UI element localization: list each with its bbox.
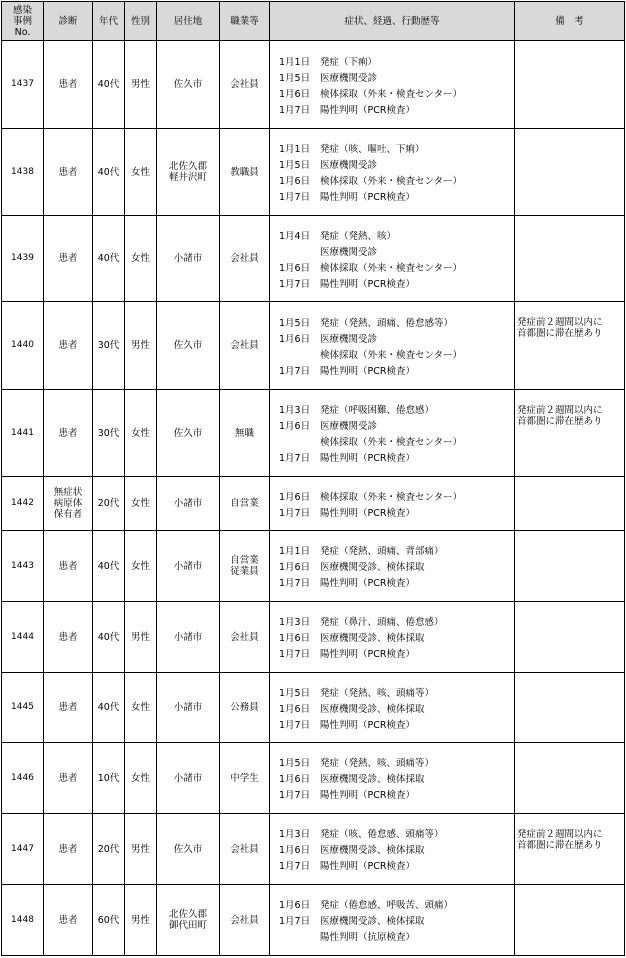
residence-cell: 小諸市 [157,216,220,302]
age-cell: 40代 [93,129,125,216]
event-date: 1月7日 [279,192,311,203]
diagnosis-cell: 患者 [44,814,93,885]
event-line [279,700,514,716]
event-line [279,928,514,944]
event-date: 1月1日 [279,56,311,68]
event-date: 1月6日 [279,333,311,345]
event-date: 1月4日 [279,230,311,242]
notes-cell: 発症前２週間以内に 首都圏に滞在歴あり [515,814,625,885]
event-date: 1月3日 [279,405,311,416]
age-cell: 60代 [93,885,125,956]
diagnosis-cell: 患者 [44,673,93,743]
case-number-cell: 1439 [2,216,44,302]
notes-cell: 発症前２週間以内に 首都圏に滞在歴あり [515,302,625,390]
diagnosis-cell: 患者 [44,302,93,390]
event-date: 1月6日 [279,262,311,274]
table-row [2,602,625,673]
notes-cell [515,41,625,129]
diagnosis-cell: 患者 [44,129,93,216]
case-number-cell: 1441 [2,390,44,477]
event-text: 医療機関受診 [320,246,378,258]
event-line [279,684,514,700]
event-date: 1月5日 [279,687,311,699]
case-number-cell: 1443 [2,531,44,602]
symptoms-cell [270,814,515,885]
symptoms-cell [270,302,515,390]
residence-cell: 佐久市 [157,41,220,129]
event-date: 1月6日 [279,845,311,856]
event-text: 発症（咳、倦怠感、頭痛等） [320,829,444,840]
residence-cell: 小諸市 [157,477,220,531]
symptoms-cell [270,885,515,956]
event-line [279,716,514,732]
case-number-cell: 1437 [2,41,44,129]
event-text: 陽性判明（PCR検査） [320,192,415,203]
table-row [2,531,625,602]
event-line [279,629,514,645]
event-date: 1月3日 [279,617,311,628]
event-date: 1月7日 [279,453,311,464]
event-line [279,754,514,770]
age-cell: 30代 [93,390,125,477]
event-line [279,558,514,574]
age-cell: 40代 [93,41,125,129]
event-text: 医療機関受診、検体採取 [320,562,425,573]
event-line [279,275,514,291]
occupation-cell: 会社員 [220,602,270,673]
event-text: 検体採取（外来・検査センター） [320,88,463,100]
age-cell: 40代 [93,673,125,743]
event-text: 発症（呼吸困難、倦怠感） [320,405,435,416]
age-cell: 40代 [93,602,125,673]
residence-cell: 北佐久郡 軽井沢町 [157,129,220,216]
event-date: 1月6日 [279,633,311,644]
residence-cell: 小諸市 [157,602,220,673]
table-row [2,390,625,477]
event-date: 1月3日 [279,829,311,840]
age-cell: 40代 [93,531,125,602]
symptoms-cell [270,129,515,216]
event-line [279,172,514,188]
sex-cell: 女性 [125,531,157,602]
event-text: 陽性判明（抗原検査） [320,932,416,943]
notes-cell [515,602,625,673]
occupation-cell: 中学生 [220,743,270,814]
event-line [279,401,514,417]
event-line [279,227,514,243]
event-date: 1月7日 [279,507,311,519]
notes-cell [515,477,625,531]
age-cell: 20代 [93,814,125,885]
event-text: 陽性判明（PCR検査） [320,649,415,660]
event-line [279,417,514,433]
event-date: 1月6日 [279,562,311,573]
event-text: 医療機関受診 [320,72,378,84]
table-row [2,743,625,814]
event-line [279,449,514,465]
event-text: 医療機関受診 [320,421,378,432]
sex-cell: 男性 [125,302,157,390]
occupation-cell: 会社員 [220,41,270,129]
event-date: 1月6日 [279,176,311,187]
event-date: 1月6日 [279,88,311,100]
age-cell: 30代 [93,302,125,390]
symptoms-cell [270,673,515,743]
event-text: 発症（発熱、咳） [320,230,397,242]
event-line [279,101,514,117]
event-line [279,770,514,786]
event-text: 陽性判明（PCR検査） [320,719,415,731]
event-text: 発症（倦怠感、呼吸苦、頭痛） [320,900,454,911]
event-text: 陽性判明（PCR検査） [320,365,415,377]
diagnosis-cell: 患者 [44,743,93,814]
case-number-cell: 1442 [2,477,44,531]
symptoms-cell [270,477,515,531]
notes-cell [515,129,625,216]
notes-cell: 発症前２週間以内に 首都圏に滞在歴あり [515,390,625,477]
case-table [1,1,625,956]
event-line [279,912,514,928]
event-text: 陽性判明（PCR検査） [320,104,415,116]
event-text: 陽性判明（PCR検査） [320,507,415,519]
event-date: 1月7日 [279,104,311,116]
sex-cell: 女性 [125,673,157,743]
event-date: 1月5日 [279,758,311,769]
diagnosis-cell: 患者 [44,885,93,956]
case-number-cell: 1446 [2,743,44,814]
diagnosis-cell: 患者 [44,390,93,477]
sex-cell: 女性 [125,390,157,477]
symptoms-cell [270,41,515,129]
header-age: 年代 [93,2,125,41]
event-text: 検体採取（外来・検査センター） [320,262,463,274]
event-text: 検体採取（外来・検査センター） [320,491,463,503]
sex-cell: 女性 [125,216,157,302]
header-occupation: 職業等 [220,2,270,41]
event-date: 1月5日 [279,317,311,329]
event-date: 1月7日 [279,578,311,589]
notes-cell [515,216,625,302]
symptoms-cell [270,602,515,673]
event-date: 1月7日 [279,365,311,377]
event-text: 発症（下痢） [320,56,378,68]
case-number-cell: 1444 [2,602,44,673]
header-symptoms: 症状、経過、行動歴等 [270,2,515,41]
event-text: 医療機関受診、検体採取 [320,774,425,785]
table-row [2,814,625,885]
case-number-cell: 1438 [2,129,44,216]
event-date: 1月6日 [279,900,311,911]
event-text: 発症（発熱、咳、頭痛等） [320,687,435,699]
age-cell: 10代 [93,743,125,814]
diagnosis-cell: 患者 [44,216,93,302]
sex-cell: 男性 [125,41,157,129]
case-number-cell: 1445 [2,673,44,743]
event-date: 1月6日 [279,491,311,503]
age-cell: 40代 [93,216,125,302]
event-date: 1月5日 [279,160,311,171]
sex-cell: 女性 [125,129,157,216]
event-line [279,488,514,504]
notes-cell [515,531,625,602]
event-date: 1月7日 [279,861,311,872]
event-line [279,613,514,629]
case-number-cell: 1448 [2,885,44,956]
event-date: 1月6日 [279,421,311,432]
event-line [279,330,514,346]
event-date: 1月6日 [279,703,311,715]
header-residence: 居住地 [157,2,220,41]
residence-cell: 佐久市 [157,302,220,390]
diagnosis-cell: 無症状 病原体 保有者 [44,477,93,531]
table-row [2,302,625,390]
occupation-cell: 自営業 従業員 [220,531,270,602]
occupation-cell: 会社員 [220,216,270,302]
event-line [279,314,514,330]
table-row [2,129,625,216]
event-text: 発症（咳、嘔吐、下痢） [320,144,425,155]
event-line [279,896,514,912]
case-number-cell: 1447 [2,814,44,885]
event-date: 1月7日 [279,649,311,660]
event-date: 1月7日 [279,719,311,731]
residence-cell: 小諸市 [157,673,220,743]
event-line [279,825,514,841]
event-text: 発症（発熱、咳、頭痛等） [320,758,435,769]
occupation-cell: 自営業 [220,477,270,531]
event-date: 1月7日 [279,790,311,801]
age-cell: 20代 [93,477,125,531]
event-text: 医療機関受診、検体採取 [320,633,425,644]
event-line [279,53,514,69]
event-line [279,841,514,857]
event-text: 陽性判明（PCR検査） [320,861,415,872]
event-line [279,362,514,378]
table-row [2,41,625,129]
occupation-cell: 公務員 [220,673,270,743]
event-text: 陽性判明（PCR検査） [320,790,415,801]
notes-cell [515,885,625,956]
event-line [279,574,514,590]
notes-cell [515,673,625,743]
diagnosis-cell: 患者 [44,531,93,602]
event-line [279,188,514,204]
event-date: 1月1日 [279,546,311,557]
case-number-cell: 1440 [2,302,44,390]
event-text: 検体採取（外来・検査センター） [320,437,463,448]
event-line [279,156,514,172]
sex-cell: 女性 [125,743,157,814]
sex-cell: 男性 [125,814,157,885]
occupation-cell: 教職員 [220,129,270,216]
symptoms-cell [270,743,515,814]
diagnosis-cell: 患者 [44,602,93,673]
event-text: 検体採取（外来・検査センター） [320,176,463,187]
symptoms-cell [270,216,515,302]
event-text: 医療機関受診 [320,333,378,345]
event-date: 1月5日 [279,72,311,84]
event-text: 陽性判明（PCR検査） [320,453,415,464]
event-line [279,504,514,520]
event-text: 医療機関受診 [320,160,378,171]
event-line [279,243,514,259]
event-line [279,69,514,85]
event-text: 発症（発熱、頭痛、倦怠感等） [320,317,454,329]
event-date: 1月7日 [279,278,311,290]
header-diagnosis: 診断 [44,2,93,41]
occupation-cell: 会社員 [220,814,270,885]
event-line [279,542,514,558]
notes-cell [515,743,625,814]
residence-cell: 小諸市 [157,531,220,602]
event-text: 陽性判明（PCR検査） [320,578,415,589]
event-date: 1月6日 [279,774,311,785]
event-line [279,140,514,156]
event-line [279,645,514,661]
event-line [279,85,514,101]
event-text: 陽性判明（PCR検査） [320,278,415,290]
residence-cell: 佐久市 [157,390,220,477]
occupation-cell: 会社員 [220,885,270,956]
event-text: 発症（鼻汁、頭痛、倦怠感） [320,617,444,628]
diagnosis-cell: 患者 [44,41,93,129]
event-text: 医療機関受診、検体採取 [320,845,425,856]
residence-cell: 北佐久郡 御代田町 [157,885,220,956]
event-text: 検体採取（外来・検査センター） [320,349,463,361]
header-notes: 備 考 [515,2,625,41]
residence-cell: 小諸市 [157,743,220,814]
sex-cell: 男性 [125,602,157,673]
symptoms-cell [270,390,515,477]
table-row [2,477,625,531]
header-case-no: 感染 事例 No. [2,2,44,41]
table-row [2,673,625,743]
event-date: 1月1日 [279,144,311,155]
event-line [279,259,514,275]
sex-cell: 女性 [125,477,157,531]
sex-cell: 男性 [125,885,157,956]
event-date: 1月7日 [279,916,311,927]
event-line [279,346,514,362]
header-sex: 性別 [125,2,157,41]
occupation-cell: 無職 [220,390,270,477]
header-row [2,2,625,41]
event-text: 医療機関受診、検体採取 [320,703,425,715]
event-line [279,857,514,873]
symptoms-cell [270,531,515,602]
table-row [2,216,625,302]
table-row [2,885,625,956]
event-line [279,786,514,802]
event-line [279,433,514,449]
occupation-cell: 会社員 [220,302,270,390]
event-text: 医療機関受診、検体採取 [320,916,425,927]
event-text: 発症（発熱、頭痛、背部痛） [320,546,444,557]
residence-cell: 佐久市 [157,814,220,885]
